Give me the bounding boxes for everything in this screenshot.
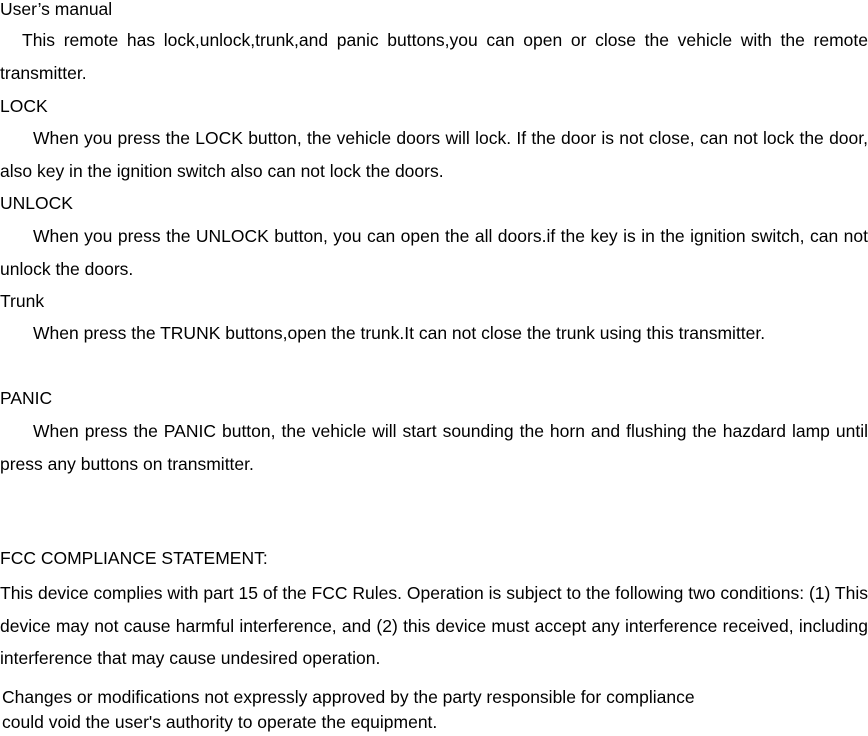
fcc-statement: This device complies with part 15 of the FCC Rules. Operation is subject to the following two conditions: (1) This device may not cause harmful interference, and (2) this device must accept any interference received, including interference that may cause undesired operation. <box>0 583 868 668</box>
section-body-panic: When press the PANIC button, the vehicle will start sounding the horn and flushing the hazdard lamp until press any buttons on transmitter. <box>0 421 868 474</box>
fcc-changes-line-2: could void the user's authority to operate the equipment. <box>2 712 438 732</box>
section-heading-lock: LOCK <box>0 96 48 116</box>
section-body-trunk: When press the TRUNK buttons,open the trunk.It can not close the trunk using this transmitter. <box>33 323 766 343</box>
section-body-unlock: When you press the UNLOCK button, you can open the all doors.if the key is in the ignition switch, can not unlock the doors. <box>0 226 868 279</box>
section-heading-trunk: Trunk <box>0 291 45 311</box>
fcc-heading: FCC COMPLIANCE STATEMENT: <box>0 548 268 568</box>
manual-intro: This remote has lock,unlock,trunk,and panic buttons,you can open or close the vehicle with the remote transmitter. <box>0 30 868 83</box>
section-body-lock: When you press the LOCK button, the vehicle doors will lock. If the door is not close, can not lock the door, also key in the ignition switch also can not lock the doors. <box>0 128 868 181</box>
section-heading-panic: PANIC <box>0 388 53 408</box>
section-heading-unlock: UNLOCK <box>0 193 73 213</box>
fcc-changes-line-1: Changes or modifications not expressly approved by the party responsible for compliance <box>2 687 695 707</box>
manual-title: User’s manual <box>0 0 113 19</box>
